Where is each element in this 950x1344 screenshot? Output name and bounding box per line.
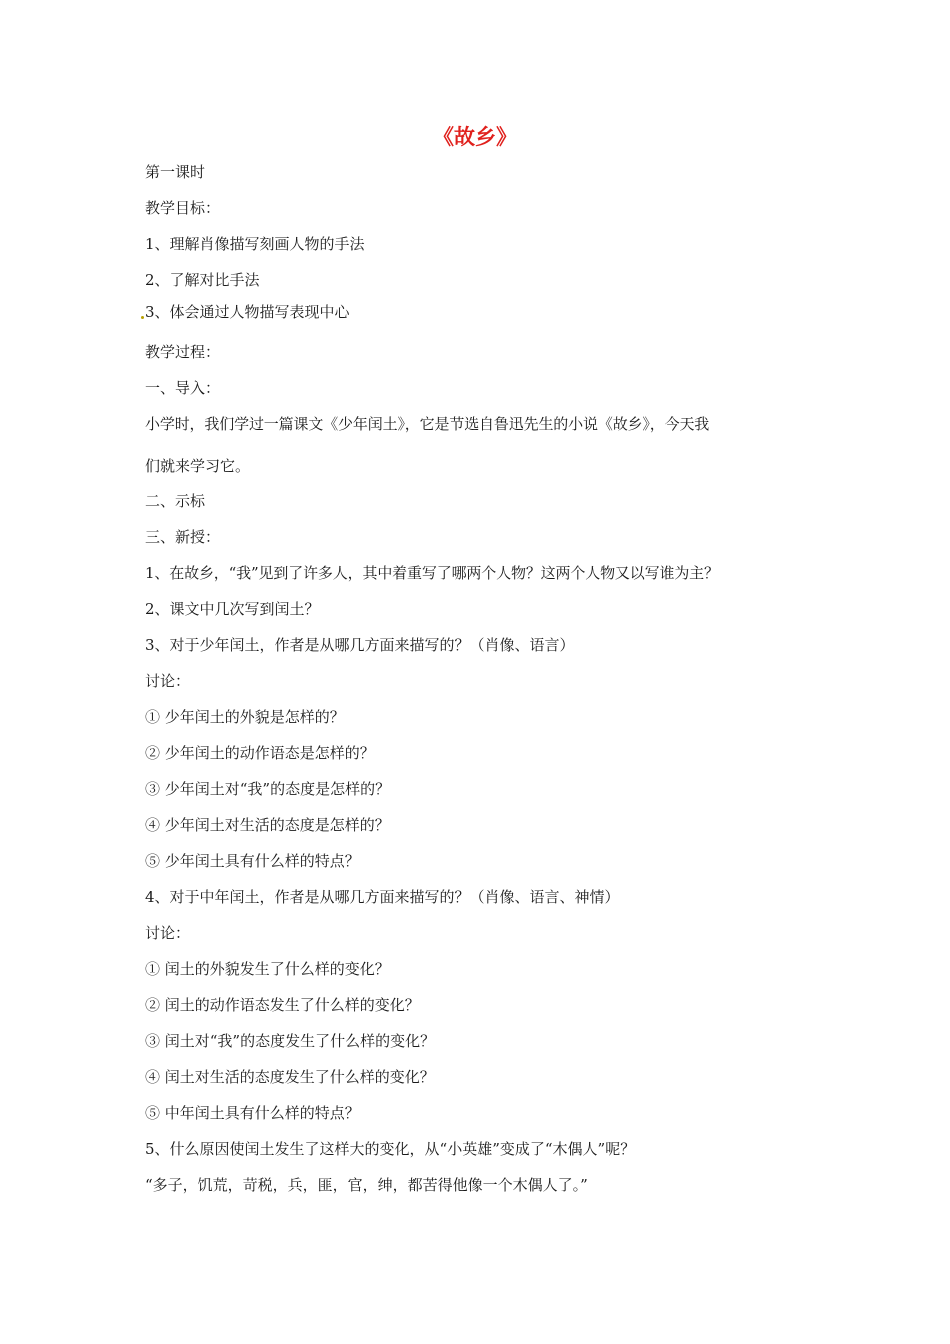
- text-line: “多子，饥荒，苛税，兵，匪，官，绅，都苦得他像一个木偶人了。”: [145, 1176, 588, 1194]
- document-title: 《故乡》: [433, 124, 517, 149]
- text-line: 3、体会通过人物描写表现中心: [145, 303, 350, 321]
- text-line: 二、示标: [145, 492, 206, 510]
- text-line: 三、新授：: [145, 528, 221, 546]
- text-line: 第一课时: [145, 163, 206, 181]
- text-line: 1、在故乡，“我”见到了许多人，其中着重写了哪两个人物？这两个人物又以写谁为主？: [145, 564, 719, 582]
- text-line: 讨论：: [145, 672, 191, 690]
- stray-mark: [141, 316, 144, 319]
- text-line: 3、对于少年闰土，作者是从哪几方面来描写的？（肖像、语言）: [145, 636, 575, 654]
- text-line: ⑤ 少年闰土具有什么样的特点？: [145, 852, 360, 870]
- text-line: ③ 闰土对“我”的态度发生了什么样的变化？: [145, 1032, 436, 1050]
- text-line: 讨论：: [145, 924, 191, 942]
- text-line: 小学时，我们学过一篇课文《少年闰土》，它是节选自鲁迅先生的小说《故乡》，今天我: [145, 415, 710, 433]
- text-line: ① 闰土的外貌发生了什么样的变化？: [145, 960, 390, 978]
- text-line: ④ 少年闰土对生活的态度是怎样的？: [145, 816, 390, 834]
- text-line: ② 少年闰土的动作语态是怎样的？: [145, 744, 375, 762]
- text-line: ① 少年闰土的外貌是怎样的？: [145, 708, 345, 726]
- text-line: 4、对于中年闰土，作者是从哪几方面来描写的？（肖像、语言、神情）: [145, 888, 620, 906]
- text-line: 2、课文中几次写到闰土？: [145, 600, 320, 618]
- text-line: 们就来学习它。: [145, 457, 251, 475]
- text-line: 1、理解肖像描写刻画人物的手法: [145, 235, 365, 253]
- text-line: ③ 少年闰土对“我”的态度是怎样的？: [145, 780, 391, 798]
- text-line: 教学过程：: [145, 343, 221, 361]
- text-line: 教学目标：: [145, 199, 221, 217]
- text-line: 2、了解对比手法: [145, 271, 260, 289]
- text-line: 一、导入：: [145, 379, 221, 397]
- text-line: ② 闰土的动作语态发生了什么样的变化？: [145, 996, 420, 1014]
- text-line: 5、什么原因使闰土发生了这样大的变化，从“小英雄”变成了“木偶人”呢？: [145, 1140, 636, 1158]
- text-line: ⑤ 中年闰土具有什么样的特点？: [145, 1104, 360, 1122]
- text-line: ④ 闰土对生活的态度发生了什么样的变化？: [145, 1068, 435, 1086]
